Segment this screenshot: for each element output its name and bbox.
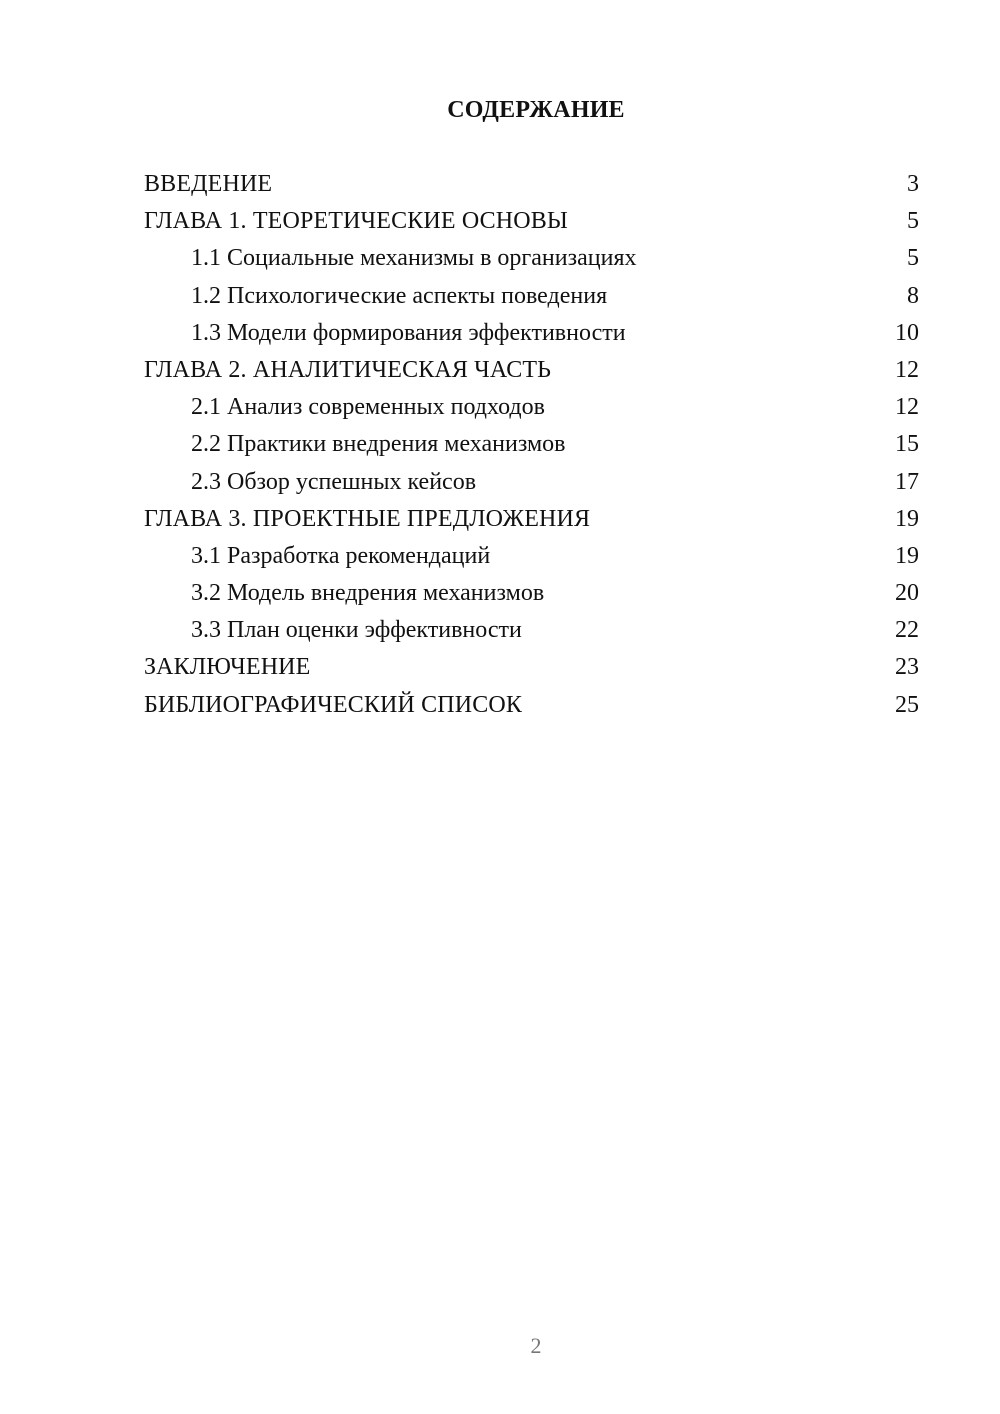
toc-entry-page: 19: [895, 505, 919, 532]
toc-entry-page: 3: [907, 171, 919, 197]
toc-entry-page: 23: [895, 654, 919, 681]
toc-entry-page: 5: [907, 208, 919, 235]
toc-entry-label: ЗАКЛЮЧЕНИЕ: [144, 654, 311, 681]
toc-entry-label: 2.1 Анализ современных подходов: [191, 394, 545, 421]
toc-entry-label: 3.1 Разработка рекомендаций: [191, 542, 491, 569]
toc-entry-label: 1.2 Психологические аспекты поведения: [191, 282, 608, 309]
toc-entry[interactable]: [144, 203, 919, 240]
table-of-contents: [144, 166, 919, 724]
toc-entry-label: 1.3 Модели формирования эффективности: [191, 319, 626, 346]
page-title: СОДЕРЖАНИЕ: [447, 97, 625, 123]
toc-entry-page: 12: [895, 394, 919, 421]
toc-entry-page: 19: [895, 542, 919, 569]
toc-entry-page: 10: [895, 319, 919, 346]
toc-entry-page: 22: [895, 617, 919, 644]
page-number: 2: [530, 1333, 542, 1358]
toc-entry-label: 3.2 Модель внедрения механизмов: [191, 580, 545, 607]
toc-entry-label: БИБЛИОГРАФИЧЕСКИЙ СПИСОК: [144, 691, 523, 718]
toc-entry[interactable]: [144, 538, 919, 575]
toc-entry-page: 20: [895, 580, 919, 607]
toc-entry-label: 2.2 Практики внедрения механизмов: [191, 431, 566, 458]
toc-entry-label: ГЛАВА 3. ПРОЕКТНЫЕ ПРЕДЛОЖЕНИЯ: [144, 505, 591, 532]
toc-entry[interactable]: [144, 649, 919, 686]
toc-entry[interactable]: [144, 464, 919, 501]
toc-entry-label: 3.3 План оценки эффективности: [191, 617, 522, 644]
toc-entry-page: 25: [895, 691, 919, 718]
toc-entry[interactable]: [144, 278, 919, 315]
toc-entry[interactable]: [144, 575, 919, 612]
toc-entry[interactable]: [144, 501, 919, 538]
toc-entry[interactable]: [144, 687, 919, 724]
toc-entry[interactable]: [144, 240, 919, 277]
toc-entry[interactable]: [144, 315, 919, 352]
toc-entry[interactable]: [144, 426, 919, 463]
toc-entry-page: 5: [907, 245, 919, 272]
toc-entry-label: ГЛАВА 1. ТЕОРЕТИЧЕСКИЕ ОСНОВЫ: [144, 208, 569, 235]
toc-entry[interactable]: [144, 166, 919, 203]
toc-entry-label: 1.1 Социальные механизмы в организациях: [191, 245, 637, 272]
toc-entry-label: 2.3 Обзор успешных кейсов: [191, 468, 477, 495]
toc-entry-page: 17: [895, 468, 919, 495]
toc-entry-label: ВВЕДЕНИЕ: [144, 171, 273, 197]
toc-entry[interactable]: [144, 389, 919, 426]
toc-entry-label: ГЛАВА 2. АНАЛИТИЧЕСКАЯ ЧАСТЬ: [144, 356, 552, 383]
toc-entry[interactable]: [144, 352, 919, 389]
toc-entry-page: 12: [895, 356, 919, 383]
toc-entry[interactable]: [144, 612, 919, 649]
toc-entry-page: 15: [895, 431, 919, 458]
toc-entry-page: 8: [907, 282, 919, 309]
